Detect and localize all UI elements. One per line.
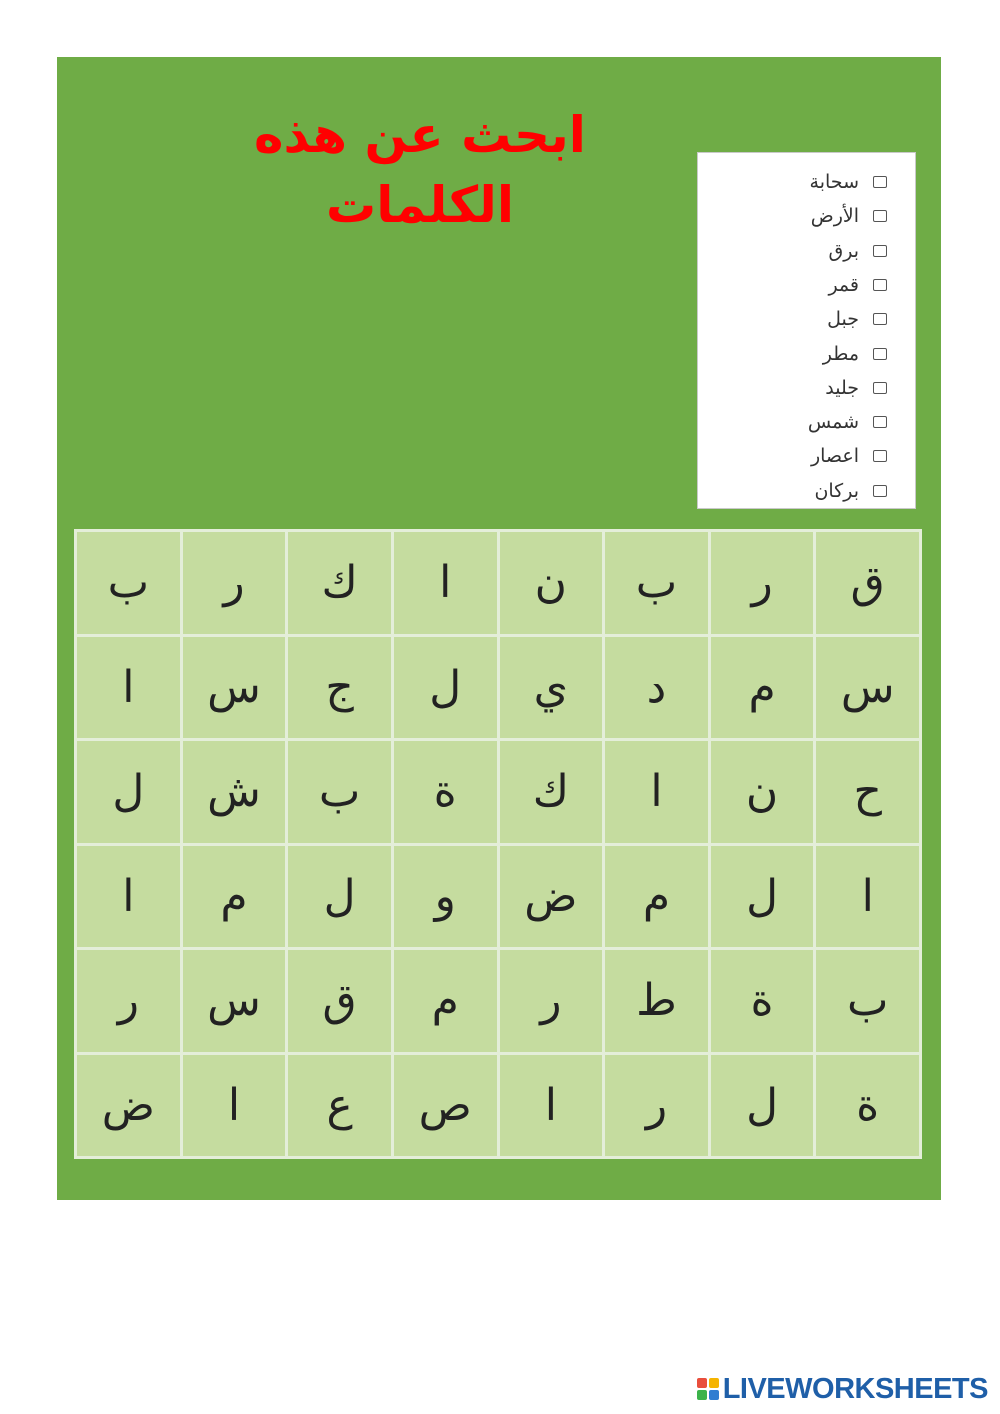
grid-cell[interactable]: ص [394,1055,497,1157]
grid-cell[interactable]: د [605,637,708,739]
grid-cell[interactable]: ة [816,1055,919,1157]
grid-cell[interactable]: ر [711,532,814,634]
word-item[interactable] [828,234,887,268]
word-checkbox[interactable] [873,176,887,188]
word-item[interactable] [827,302,887,336]
word-item[interactable] [828,268,887,302]
grid-cell[interactable]: س [183,950,286,1052]
grid-cell[interactable]: ب [605,532,708,634]
grid-cell[interactable]: ق [816,532,919,634]
word-label: اعصار [810,445,859,468]
grid-cell[interactable]: ا [816,846,919,948]
word-item[interactable] [825,371,887,405]
word-label: شمس [807,411,859,434]
grid-cell[interactable]: ا [77,846,180,948]
grid-cell[interactable]: ل [711,1055,814,1157]
word-item[interactable] [823,337,887,371]
grid-cell[interactable]: ح [816,741,919,843]
word-checklist [697,152,916,509]
grid-cell[interactable]: ر [77,950,180,1052]
grid-cell[interactable]: ة [394,741,497,843]
grid-cell[interactable]: م [605,846,708,948]
grid-cell[interactable]: ض [500,846,603,948]
word-label: جليد [825,376,859,399]
brand-logo [697,1372,988,1406]
grid-cell[interactable]: ض [77,1055,180,1157]
word-item[interactable] [811,439,887,473]
grid-cell[interactable]: و [394,846,497,948]
grid-cell[interactable]: ة [711,950,814,1052]
word-label: الأرض [810,205,859,228]
grid-cell[interactable]: ق [288,950,391,1052]
grid-cell[interactable]: ك [288,532,391,634]
grid-cell[interactable]: ب [288,741,391,843]
word-checkbox[interactable] [873,245,887,257]
word-checkbox[interactable] [873,485,887,497]
grid-cell[interactable]: ل [711,846,814,948]
grid-cell[interactable]: ن [500,532,603,634]
grid-cell[interactable]: ب [77,532,180,634]
grid-cell[interactable]: ا [77,637,180,739]
grid-cell[interactable]: ج [288,637,391,739]
grid-cell[interactable]: ب [816,950,919,1052]
word-item[interactable] [808,405,887,439]
grid-cell[interactable]: م [394,950,497,1052]
grid-cell[interactable]: ن [711,741,814,843]
grid-cell[interactable]: ك [500,741,603,843]
word-label: مطر [822,342,859,365]
grid-cell[interactable]: ل [77,741,180,843]
word-checkbox[interactable] [873,210,887,222]
word-item[interactable] [814,474,887,508]
grid-cell[interactable]: ا [500,1055,603,1157]
word-checkbox[interactable] [873,450,887,462]
liveworksheets-logo-icon [697,1378,719,1400]
grid-cell[interactable]: س [183,637,286,739]
grid-cell[interactable]: ر [605,1055,708,1157]
grid-cell[interactable]: ي [500,637,603,739]
grid-cell[interactable]: ا [394,532,497,634]
grid-cell[interactable]: ل [394,637,497,739]
grid-cell[interactable]: م [711,637,814,739]
word-label: سحابة [809,171,859,193]
word-checkbox[interactable] [873,279,887,291]
grid-cell[interactable]: ا [183,1055,286,1157]
grid-cell[interactable]: س [816,637,919,739]
page-title: ابحث عن هذه الكلمات [254,106,586,234]
grid-cell[interactable]: ع [288,1055,391,1157]
brand-name: LIVEWORKSHEETS [722,1372,988,1405]
word-item[interactable] [810,165,887,199]
grid-cell[interactable]: ل [288,846,391,948]
word-label: برق [828,239,859,262]
grid-cell[interactable]: ر [183,532,286,634]
word-label: جبل [827,308,859,331]
grid-cell[interactable]: م [183,846,286,948]
grid-cell[interactable]: ا [605,741,708,843]
grid-cell[interactable]: ر [500,950,603,1052]
letter-grid [74,529,922,1159]
word-checkbox[interactable] [873,382,887,394]
word-label: بركان [814,479,859,502]
grid-cell[interactable]: ش [183,741,286,843]
word-item[interactable] [811,199,887,233]
grid-cell[interactable]: ط [605,950,708,1052]
word-checkbox[interactable] [873,416,887,428]
word-label: قمر [828,273,859,296]
word-checkbox[interactable] [873,348,887,360]
word-checkbox[interactable] [873,313,887,325]
